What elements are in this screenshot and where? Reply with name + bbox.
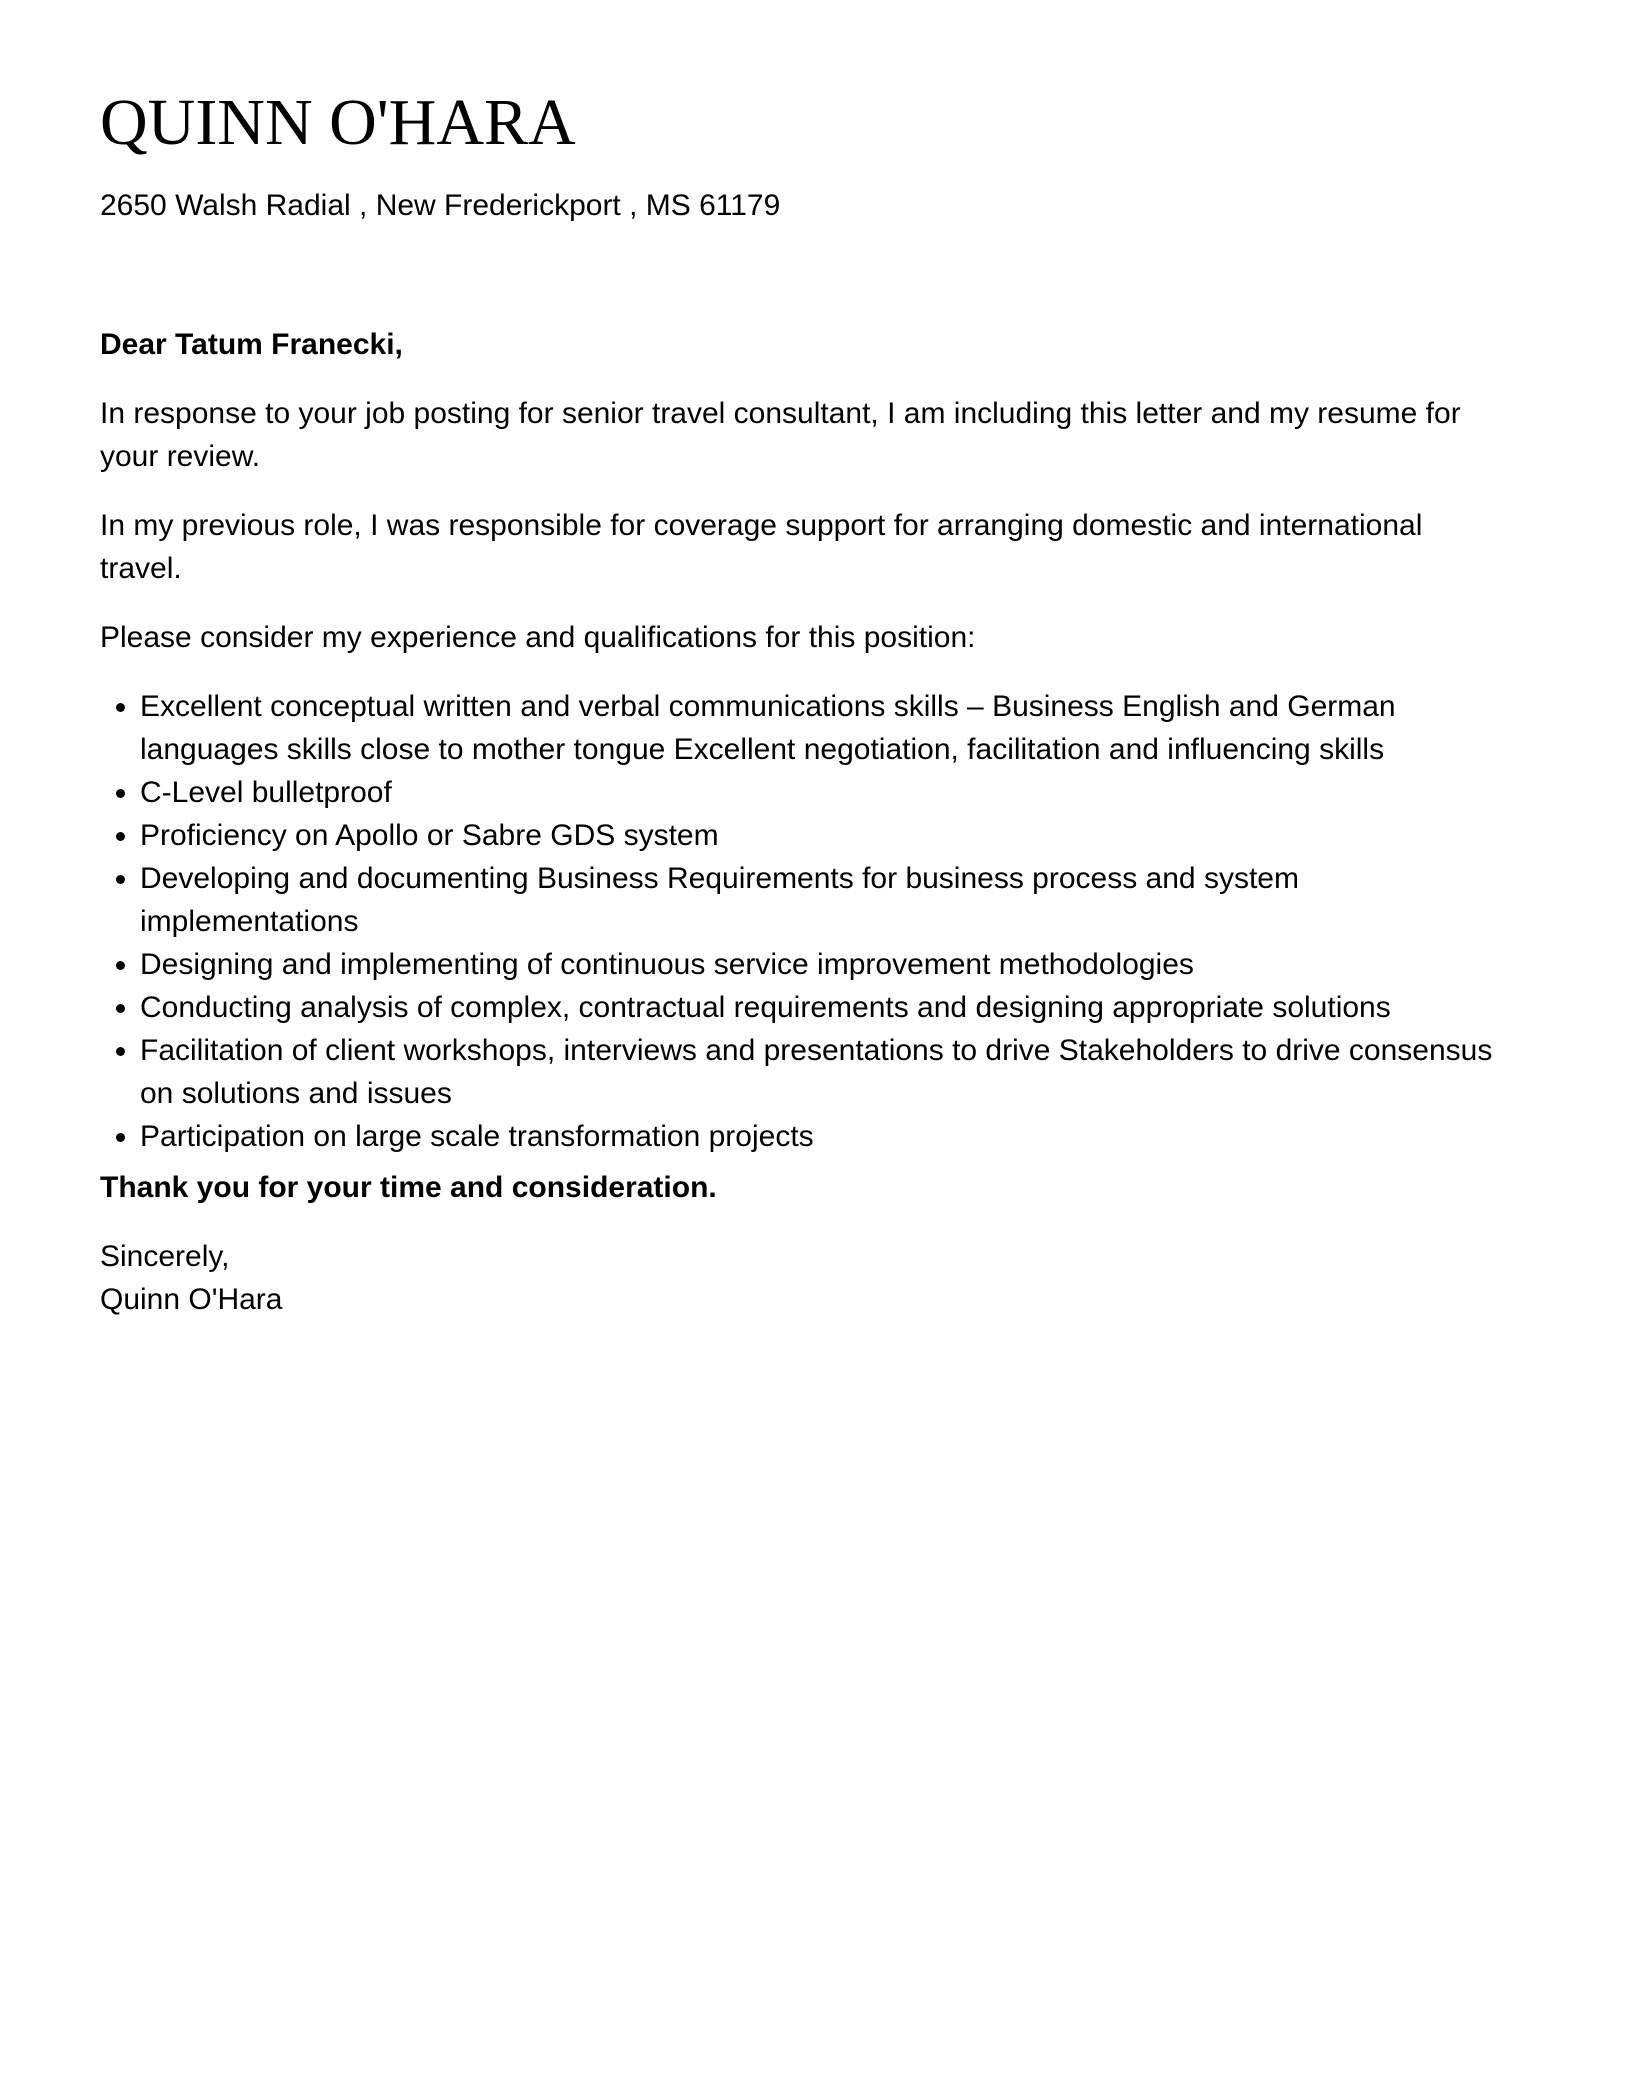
qualification-item: • Excellent conceptual written and verbal communications skills – Business English and German languages skills close to mother tongue Excellent negotiation, facilitation and influencing skills (140, 685, 1500, 771)
qualification-item: • Conducting analysis of complex, contractual requirements and designing appropriate solutions (140, 986, 1500, 1029)
qualification-item: • Proficiency on Apollo or Sabre GDS system (140, 814, 1500, 857)
qualification-item: • Facilitation of client workshops, interviews and presentations to drive Stakeholders to drive consensus on solutions and issues (140, 1029, 1500, 1115)
qualification-item: • Participation on large scale transformation projects (140, 1115, 1500, 1158)
qualification-item: • Designing and implementing of continuous service improvement methodologies (140, 943, 1500, 986)
qualification-item: • Developing and documenting Business Requirements for business process and system implementations (140, 857, 1500, 943)
body-paragraph: In response to your job posting for senior travel consultant, I am including this letter and my resume for your review. (100, 397, 1461, 473)
sender-name-heading: QUINN O'HARA (100, 86, 576, 159)
greeting-line: Dear Tatum Franecki, (100, 328, 403, 361)
qualifications-list (100, 685, 1500, 1158)
qualification-item: • C-Level bulletproof (140, 771, 1500, 814)
body-paragraph: Please consider my experience and qualifications for this position: (100, 621, 976, 654)
closing-line: Sincerely, (100, 1240, 230, 1273)
signature-name: Quinn O'Hara (100, 1283, 283, 1316)
body-paragraph: In my previous role, I was responsible for coverage support for arranging domestic and international travel. (100, 509, 1423, 585)
thank-you-line: Thank you for your time and consideration. (100, 1171, 717, 1204)
sender-address: 2650 Walsh Radial , New Frederickport , MS 61179 (100, 189, 781, 222)
closing-block (100, 1235, 1500, 1321)
